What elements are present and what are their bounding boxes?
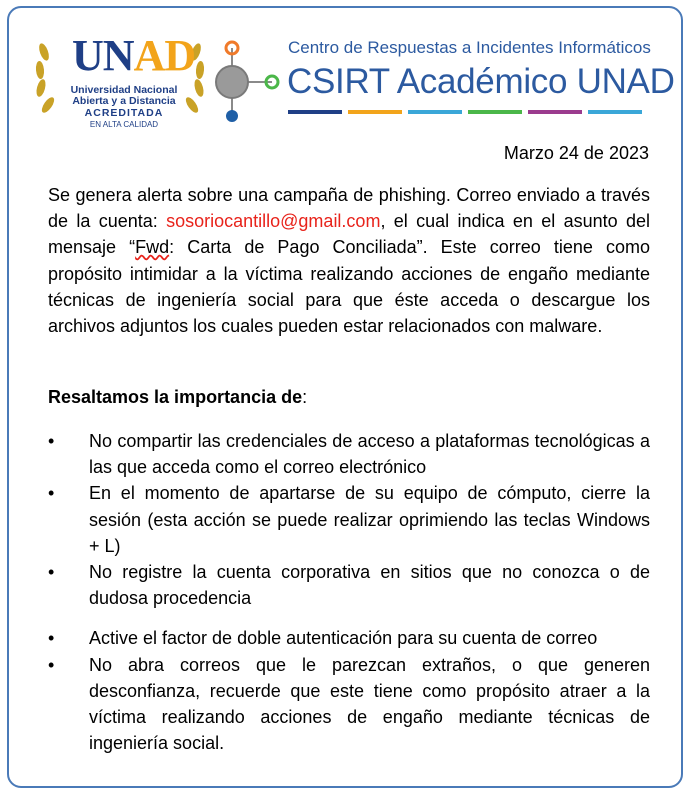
color-bar — [348, 110, 402, 114]
alert-paragraph: Se genera alerta sobre una campaña de phishing. Correo enviado a través de la cuenta: sosoriocantillo@gmail.com, el cual indica en el asunto del mensaje “Fwd: Carta de Pago Conciliada”. Este correo tiene como propósito intimidar a la víctima realizando acciones de engaño mediante técnicas de ingeniería social para que éste acceda o descargue los archivos adjuntos los cuales pueden estar relacionados con malware. — [48, 185, 651, 337]
csirt-subtitle: Centro de Respuestas a Incidentes Informáticos — [288, 38, 651, 57]
unad-wordmark: UNAD — [72, 31, 196, 80]
list-item: • En el momento de apartarse de su equipo de cómputo, cierre la sesión (esta acción se puede realizar oprimiendo las teclas Windows + L) — [48, 483, 650, 556]
list-item: • No abra correos que le parezcan extraños, o que generen desconfianza, recuerde que este tiene como propósito atraer a la víctima realizando acciones de engaño mediante técnicas de ingeniería social. — [48, 654, 650, 754]
color-bar — [528, 110, 582, 114]
document-date: Marzo 24 de 2023 — [503, 143, 649, 163]
list-item: • No compartir las credenciales de acceso a plataformas tecnológicas a las que acceda como el correo electrónico — [48, 431, 650, 478]
color-bars — [288, 110, 642, 114]
unad-logo — [30, 22, 210, 134]
recommendations-list — [48, 428, 650, 756]
list-item: • Active el factor de doble autenticación para su cuenta de correo — [48, 628, 598, 649]
color-bar — [588, 110, 642, 114]
color-bar — [468, 110, 522, 114]
csirt-title: CSIRT Académico UNAD — [287, 62, 675, 101]
color-bar — [288, 110, 342, 114]
list-item: • No registre la cuenta corporativa en sitios que no conozca o de dudosa procedencia — [48, 562, 650, 609]
accreditation-sublabel: EN ALTA CALIDAD — [89, 120, 159, 129]
recommendations-heading: Resaltamos la importancia de: — [48, 387, 308, 407]
network-nodes-icon — [214, 38, 286, 126]
university-name: Universidad Nacional Abierta y a Distancia — [70, 84, 178, 107]
sender-email-link[interactable]: sosoriocantillo@gmail.com — [166, 211, 381, 232]
accreditation-label: ACREDITADA — [84, 107, 164, 119]
color-bar — [408, 110, 462, 114]
